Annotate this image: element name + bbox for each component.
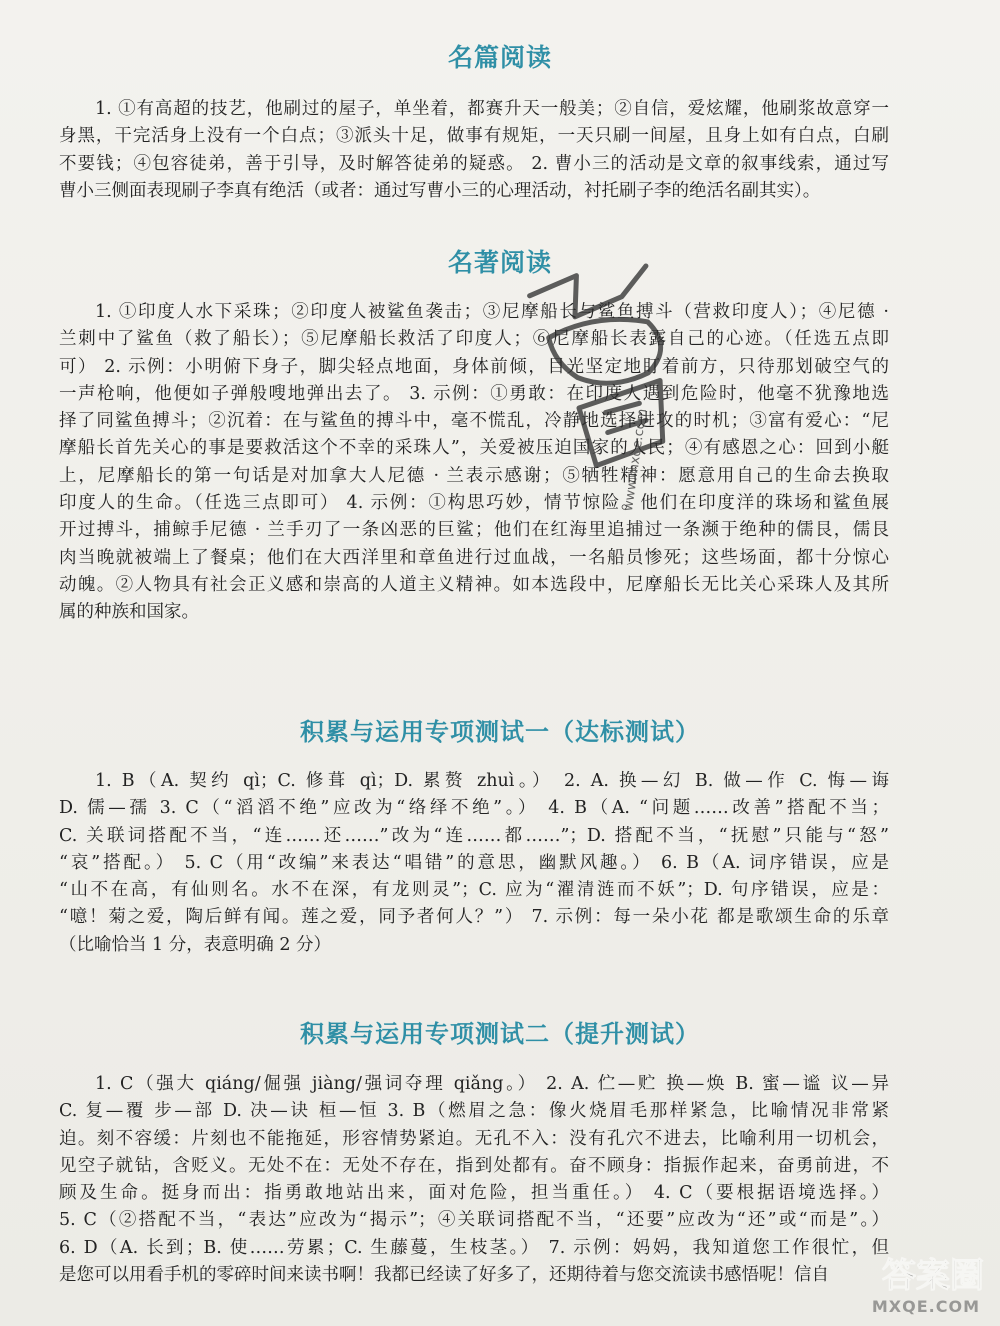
text-line: 一声枪响，他便如子弹般嗖地弹出去了。 3. 示例：①勇敢：在印度人遇到危险时，他毫不犹豫地选 <box>59 383 889 404</box>
text-line: 见空子就钻，含贬义。无处不在：无处不存在，指到处都有。奋不顾身：指振作起来，奋勇前进，不 <box>59 1155 889 1176</box>
section-test-two-answers <box>59 1071 889 1289</box>
text-line: 上，尼摩船长的第一句话是对加拿大人尼德 · 兰表示感谢；⑤牺牲精神：愿意用自己的生命去换取 <box>59 465 889 486</box>
section-test-one-answers <box>59 768 889 959</box>
corner-watermark-site: MXQE.COM <box>871 1297 980 1316</box>
text-line: 是您可以用看手机的零碎时间来读书啊！我都已经读了好多了，还期待着与您交流读书感悟呢！信自 <box>59 1265 829 1286</box>
text-line: 1. B（A. 契约 qì；C. 修葺 qì；D. 累赘 zhuì。） 2. A. 换—幻 B. 做—作 C. 悔—诲 <box>95 771 889 791</box>
section-famous-essay-answers <box>59 96 889 205</box>
text-line: 肉当晚就被端上了餐桌；他们在大西洋里和章鱼进行过血战，一名船员惨死；这些场面，都十分惊心 <box>59 547 889 568</box>
text-line: 1. C（强大 qiáng/倔强 jiàng/强词夺理 qiǎng。） 2. A. 伫—贮 换—焕 B. 蜜—谧 议—异 <box>95 1074 889 1094</box>
text-line: 兰刺中了鲨鱼（救了船长）；⑤尼摩船长救活了印度人；⑥尼摩船长表露自己的心迹。（任选五点即 <box>59 329 889 350</box>
text-line: “噫！菊之爱，陶后鲜有闻。莲之爱，同予者何人？”） 7. 示例：每一朵小花 都是歌颂生命的乐章 <box>59 907 889 928</box>
heading-classic-book-reading: 名著阅读 <box>447 248 552 277</box>
text-line: 择了同鲨鱼搏斗；②沉着：在与鲨鱼的搏斗中，毫不慌乱，冷静地选择进攻的时机；③富有爱心：“尼 <box>59 411 889 432</box>
stamp-subtext: www.mxqe.com <box>620 407 651 513</box>
text-line: （比喻恰当 1 分，表意明确 2 分） <box>59 934 332 955</box>
text-line: 5. C（②搭配不当，“表达”应改为“揭示”；④关联词搭配不当，“还要”应改为“还”或“而是”。） <box>59 1210 889 1231</box>
text-line: C. 关联词搭配不当，“连……还……”改为“连……都……”；D. 搭配不当，“抚慰”只能与“怒” <box>59 825 889 846</box>
text-line: 1. ①有高超的技艺，他刷过的屋子，单坐着，都赛升天一般美；②自信，爱炫耀，他刷浆故意穿一 <box>95 99 889 119</box>
text-line: C. 复—覆 步—部 D. 决—诀 桓—恒 3. B（燃眉之急：像火烧眉毛那样紧急，比喻情况非常紧 <box>59 1101 889 1122</box>
text-line: 不要钱；④包容徒弟，善于引导，及时解答徒弟的疑惑。 2. 曹小三的活动是文章的叙事线索，通过写 <box>59 153 889 174</box>
text-line: 1. ①印度人水下采珠；②印度人被鲨鱼袭击；③尼摩船长与鲨鱼搏斗（营救印度人）；④尼德 · <box>95 302 889 322</box>
corner-watermark <box>834 1246 994 1322</box>
text-line: 开过搏斗，捕鲸手尼德 · 兰手刃了一条凶恶的巨鲨；他们在红海里追捕过一条濒于绝种的儒艮，儒艮 <box>59 520 889 541</box>
heading-famous-essay-reading: 名篇阅读 <box>447 43 552 72</box>
text-line: 印度人的生命。（任选三点即可） 4. 示例：①构思巧妙，情节惊险。他们在印度洋的珠场和鲨鱼展 <box>59 493 889 514</box>
heading-test-two: 积累与运用专项测试二（提升测试） <box>300 1019 700 1048</box>
text-line: D. 儒—孺 3. C（“滔滔不绝”应改为“络绎不绝”。） 4. B（A. “问题……改善”搭配不当； <box>59 798 889 819</box>
text-line: 身黑，干完活身上没有一个白点；③派头十足，做事有规矩，一天只刷一间屋，且身上如有白点，白刷 <box>59 126 889 147</box>
text-line: 动魄。②人物具有社会正义感和崇高的人道主义精神。如本选段中，尼摩船长无比关心采珠人及其所 <box>59 574 889 595</box>
text-line: “哀”搭配。） 5. C（用“改编”来表达“唱错”的意思，幽默风趣。） 6. B（A. 词序错误，应是 <box>59 852 889 873</box>
text-line: 可） 2. 示例：小明俯下身子，脚尖轻点地面，身体前倾，目光坚定地盯着前方，只待那划破空气的 <box>59 356 889 377</box>
text-line: 曹小三侧面表现刷子李真有绝活（或者：通过写曹小三的心理活动，衬托刷子李的绝活名副其实）。 <box>59 180 821 201</box>
text-line: 6. D（A. 长到；B. 使……劳累；C. 生藤蔓，生枝茎。） 7. 示例：妈妈，我知道您工作很忙，但 <box>59 1237 889 1258</box>
section-classic-book-answers <box>59 299 889 627</box>
text-line: 迫。刻不容缓：片刻也不能拖延，形容情势紧迫。无孔不入：没有孔穴不进去，比喻利用一切机会， <box>59 1128 889 1149</box>
text-line: 摩船长首先关心的事是要救活这个不幸的采珠人”，关爱被压迫国家的人民；④有感恩之心：回到小艇 <box>59 438 889 459</box>
text-line: “山不在高，有仙则名。水不在深，有龙则灵”；C. 应为“濯清涟而不妖”；D. 句序错误，应是： <box>59 880 889 901</box>
text-line: 顾及生命。挺身而出：指勇敢地站出来，面对危险，担当重任。） 4. C（要根据语境选择。） <box>59 1183 889 1204</box>
text-line: 属的种族和国家。 <box>59 602 199 623</box>
heading-test-one: 积累与运用专项测试一（达标测试） <box>300 717 700 746</box>
corner-watermark-logo: 答案圈 <box>882 1256 984 1296</box>
